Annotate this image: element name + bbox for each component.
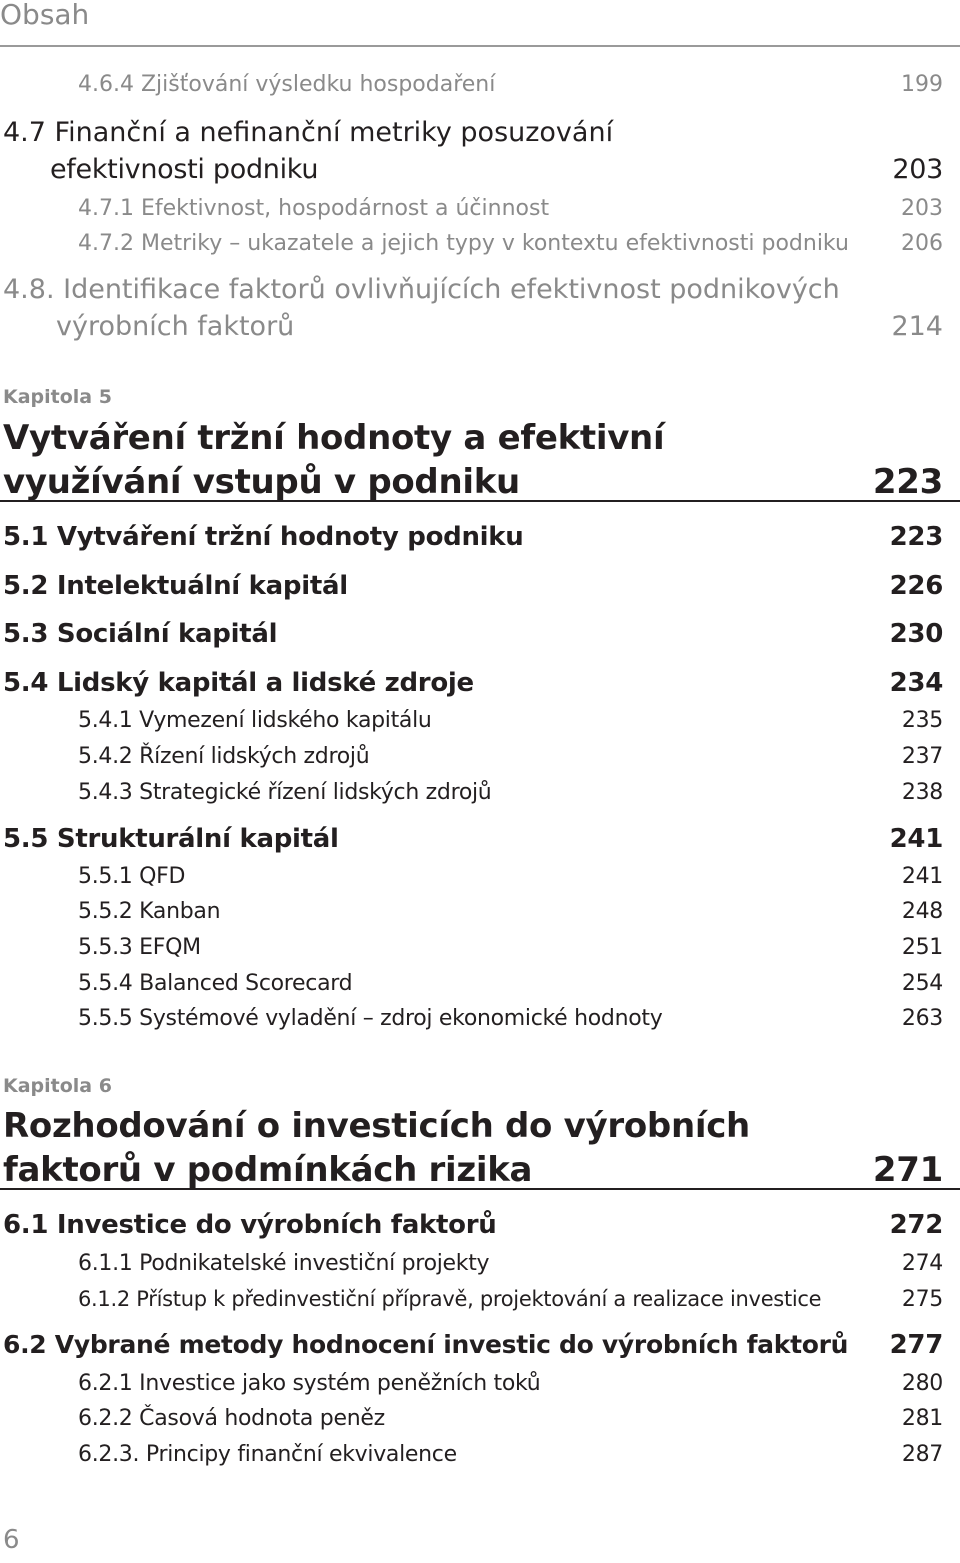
toc-entry-page: 272 bbox=[889, 1210, 943, 1240]
chapter-title-text: faktorů v podmínkách rizika bbox=[3, 1150, 533, 1190]
toc-entry-page: 263 bbox=[901, 1006, 943, 1031]
toc-entry-5-2[interactable] bbox=[0, 571, 943, 601]
toc-entry-title: 4.6.4 Zjišťování výsledku hospodaření bbox=[78, 72, 496, 97]
toc-entry-title: 6.2.3. Principy finanční ekvivalence bbox=[78, 1442, 457, 1467]
toc-entry-5-1[interactable] bbox=[0, 522, 943, 552]
toc-entry-page: 235 bbox=[901, 708, 943, 733]
toc-entry-page: 241 bbox=[889, 824, 943, 854]
toc-entry-5-3[interactable] bbox=[0, 619, 943, 649]
toc-entry-title: 6.1.2 Přístup k předinvestiční přípravě, projektování a realizace investice bbox=[78, 1287, 822, 1311]
chapter-title-line1[interactable]: Rozhodování o investicích do výrobních bbox=[3, 1106, 750, 1146]
toc-entry-title: 4.7 Finanční a nefinanční metriky posuzování bbox=[3, 117, 614, 148]
toc-entry-6-2-3[interactable] bbox=[0, 1442, 943, 1467]
chapter-title-line2[interactable] bbox=[0, 1150, 943, 1190]
toc-entry-5-4-1[interactable] bbox=[0, 708, 943, 733]
chapter-page: 223 bbox=[872, 462, 943, 502]
page-number: 6 bbox=[3, 1525, 20, 1555]
toc-entry-4-6-4[interactable] bbox=[0, 72, 943, 97]
toc-entry-5-5-1[interactable] bbox=[0, 864, 943, 889]
chapter-label: Kapitola 5 bbox=[3, 386, 112, 408]
toc-entry-title: 5.4.2 Řízení lidských zdrojů bbox=[78, 744, 370, 769]
chapter-divider bbox=[0, 1188, 960, 1190]
toc-entry-page: 226 bbox=[889, 571, 943, 601]
toc-entry-title: 5.4.1 Vymezení lidského kapitálu bbox=[78, 708, 432, 733]
toc-entry-title: 6.1 Investice do výrobních faktorů bbox=[3, 1210, 497, 1240]
chapter-title-line2[interactable] bbox=[0, 462, 943, 502]
toc-entry-title: 6.1.1 Podnikatelské investiční projekty bbox=[78, 1251, 490, 1276]
toc-entry-title: 5.5.3 EFQM bbox=[78, 935, 201, 960]
toc-entry-title: 4.8. Identifikace faktorů ovlivňujících efektivnost podnikových bbox=[3, 274, 840, 305]
toc-entry-5-5-3[interactable] bbox=[0, 935, 943, 960]
toc-entry-page: 280 bbox=[901, 1371, 943, 1396]
chapter-title-text: využívání vstupů v podniku bbox=[3, 462, 520, 502]
chapter-label: Kapitola 6 bbox=[3, 1075, 112, 1097]
toc-entry-title: 4.7.1 Efektivnost, hospodárnost a účinnost bbox=[78, 196, 550, 221]
toc-entry-4-7-1[interactable] bbox=[0, 196, 943, 221]
toc-entry-title: 5.4 Lidský kapitál a lidské zdroje bbox=[3, 668, 474, 698]
toc-entry-title: 5.1 Vytváření tržní hodnoty podniku bbox=[3, 522, 524, 552]
toc-entry-page: 287 bbox=[901, 1442, 943, 1467]
toc-entry-page: 238 bbox=[901, 780, 943, 805]
toc-entry-4-7-line1[interactable] bbox=[3, 117, 613, 148]
chapter-divider bbox=[0, 500, 960, 502]
toc-entry-4-7-line2[interactable] bbox=[0, 154, 943, 185]
toc-entry-page: 203 bbox=[901, 196, 943, 221]
toc-entry-title: výrobních faktorů bbox=[56, 311, 295, 342]
toc-entry-4-7-2[interactable] bbox=[0, 231, 943, 256]
toc-entry-title: 5.5.4 Balanced Scorecard bbox=[78, 971, 353, 996]
toc-entry-6-2-2[interactable] bbox=[0, 1406, 943, 1431]
toc-entry-title: 6.2.2 Časová hodnota peněz bbox=[78, 1406, 385, 1431]
toc-entry-page: 234 bbox=[889, 668, 943, 698]
toc-entry-5-5-5[interactable] bbox=[0, 1006, 943, 1031]
toc-entry-5-4-2[interactable] bbox=[0, 744, 943, 769]
toc-entry-4-8-line2[interactable] bbox=[0, 311, 943, 342]
toc-entry-5-5-4[interactable] bbox=[0, 971, 943, 996]
toc-entry-5-4-3[interactable] bbox=[0, 780, 943, 805]
toc-entry-page: 203 bbox=[892, 154, 943, 185]
header-divider bbox=[0, 45, 960, 47]
toc-entry-page: 199 bbox=[901, 72, 943, 97]
toc-entry-6-2[interactable] bbox=[0, 1330, 943, 1360]
toc-entry-page: 251 bbox=[901, 935, 943, 960]
toc-entry-page: 237 bbox=[901, 744, 943, 769]
toc-entry-5-4[interactable] bbox=[0, 668, 943, 698]
toc-entry-title: 5.5.2 Kanban bbox=[78, 899, 221, 924]
toc-entry-page: 223 bbox=[889, 522, 943, 552]
toc-entry-page: 274 bbox=[901, 1251, 943, 1276]
toc-entry-6-1-2[interactable] bbox=[0, 1287, 943, 1312]
toc-entry-6-1[interactable] bbox=[0, 1210, 943, 1240]
toc-entry-6-1-1[interactable] bbox=[0, 1251, 943, 1276]
toc-entry-title: 5.5 Strukturální kapitál bbox=[3, 824, 339, 854]
toc-entry-5-5-2[interactable] bbox=[0, 899, 943, 924]
toc-entry-page: 214 bbox=[891, 311, 943, 342]
toc-entry-title: 5.5.5 Systémové vyladění – zdroj ekonomické hodnoty bbox=[78, 1006, 663, 1031]
toc-entry-title: 4.7.2 Metriky – ukazatele a jejich typy v kontextu efektivnosti podniku bbox=[78, 231, 849, 256]
chapter-title-line1[interactable]: Vytváření tržní hodnoty a efektivní bbox=[3, 418, 665, 458]
toc-entry-title: 5.5.1 QFD bbox=[78, 864, 186, 889]
toc-entry-page: 275 bbox=[901, 1287, 943, 1312]
toc-entry-title: 5.4.3 Strategické řízení lidských zdrojů bbox=[78, 780, 492, 805]
toc-entry-page: 206 bbox=[901, 231, 943, 256]
chapter-page: 271 bbox=[872, 1150, 943, 1190]
toc-entry-title: 6.2.1 Investice jako systém peněžních toků bbox=[78, 1371, 541, 1396]
toc-entry-4-8-line1[interactable] bbox=[3, 274, 840, 305]
toc-entry-page: 281 bbox=[901, 1406, 943, 1431]
page-title: Obsah bbox=[0, 0, 90, 31]
toc-entry-page: 230 bbox=[889, 619, 943, 649]
toc-entry-title: efektivnosti podniku bbox=[50, 154, 319, 185]
toc-entry-title: 6.2 Vybrané metody hodnocení investic do výrobních faktorů bbox=[3, 1330, 849, 1359]
toc-entry-title: 5.2 Intelektuální kapitál bbox=[3, 571, 348, 601]
toc-entry-page: 254 bbox=[901, 971, 943, 996]
toc-entry-page: 248 bbox=[901, 899, 943, 924]
toc-entry-6-2-1[interactable] bbox=[0, 1371, 943, 1396]
toc-entry-5-5[interactable] bbox=[0, 824, 943, 854]
toc-entry-page: 277 bbox=[889, 1330, 943, 1360]
toc-entry-page: 241 bbox=[901, 864, 943, 889]
toc-entry-title: 5.3 Sociální kapitál bbox=[3, 619, 278, 649]
